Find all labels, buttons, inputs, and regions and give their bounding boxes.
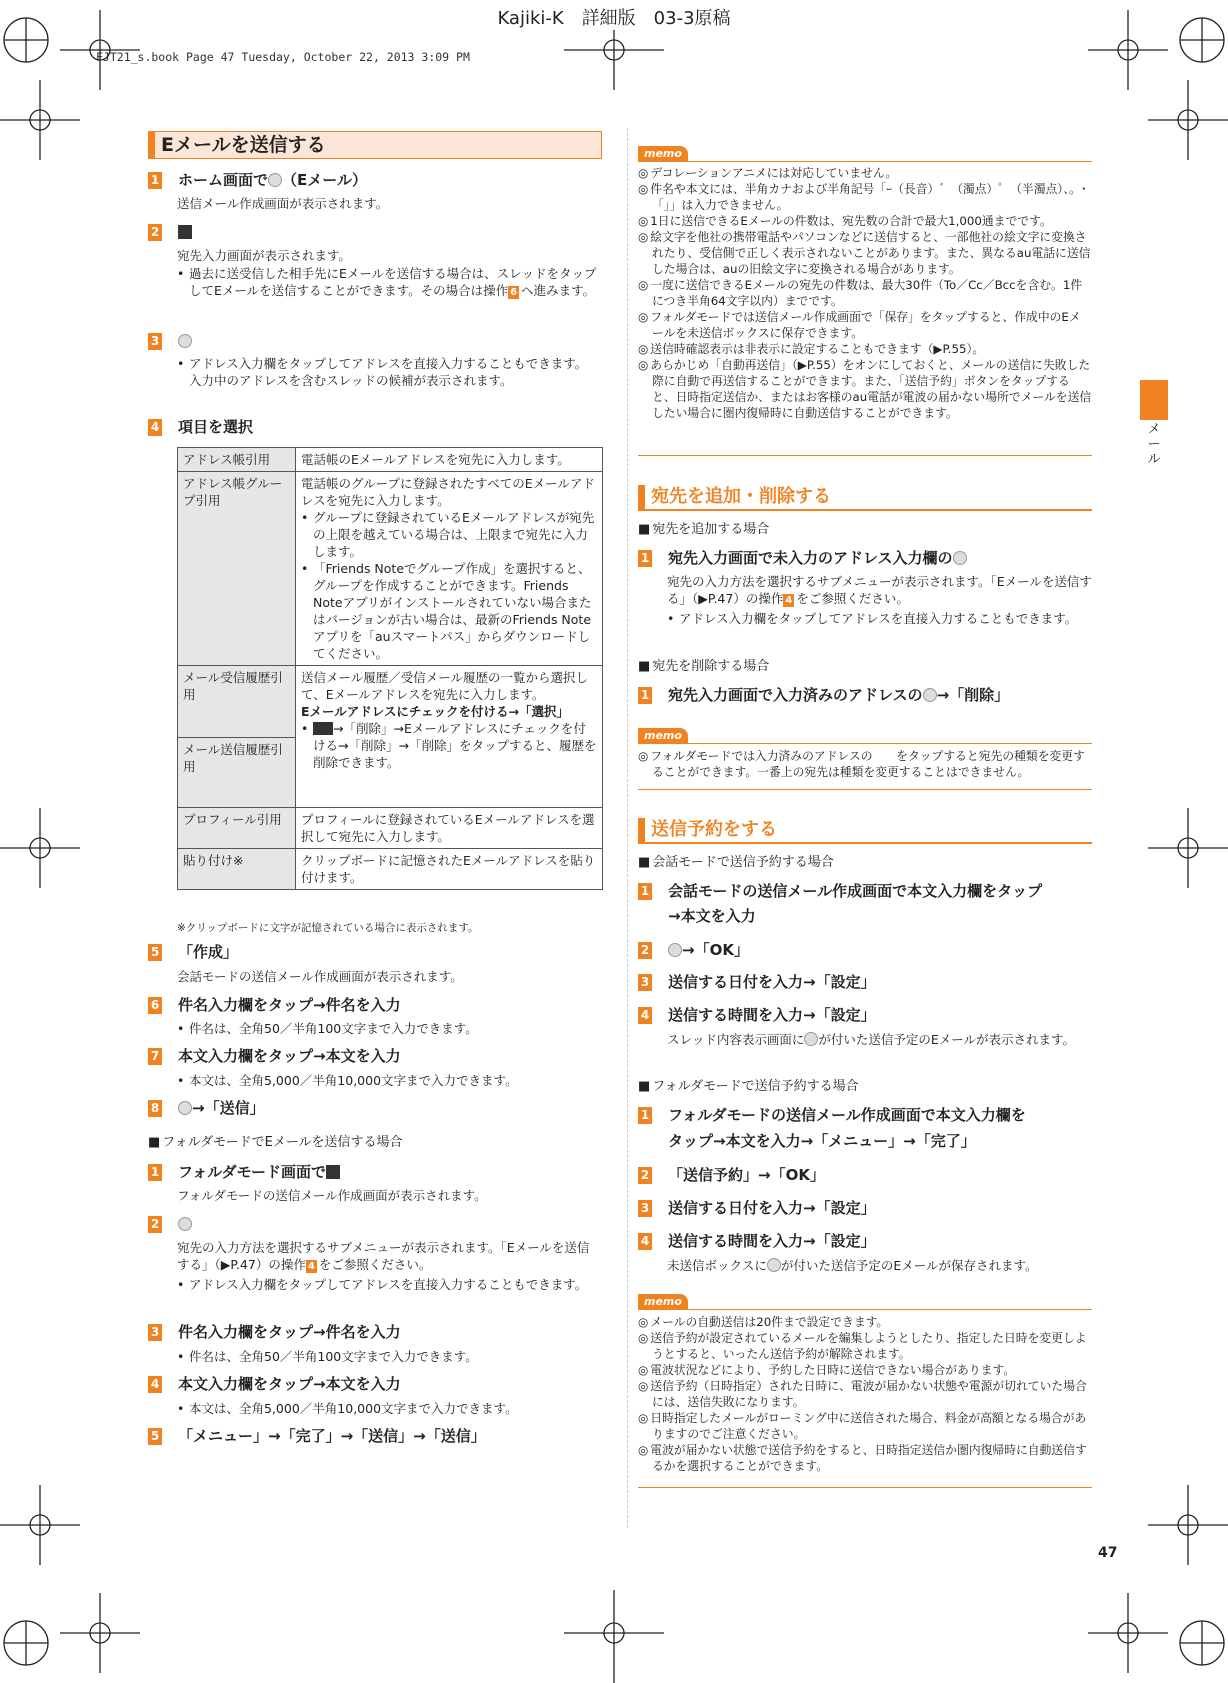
step-text: 項目を選択 <box>178 418 254 436</box>
step-desc <box>667 573 1092 607</box>
bullet: • 本文は、全角5,000／半角10,000文字まで入力できます。 <box>177 1072 518 1089</box>
memo-item: ◎ 電波状況などにより、予約した日時に送信できない場合があります。 <box>638 1362 1092 1378</box>
step-text: 本文入力欄をタップ→本文を入力 <box>178 1047 401 1065</box>
step-number: 3 <box>148 1324 162 1341</box>
step-number: 1 <box>638 687 652 704</box>
step-number: 1 <box>638 883 652 900</box>
table-value <box>296 472 603 666</box>
memo-item: ◎ 送信時確認表示は非表示に設定することもできます（▶P.55）。 <box>638 341 1092 357</box>
add-address-icon <box>953 551 967 565</box>
table-key: プロフィール引用 <box>178 808 296 849</box>
add-address-icon <box>178 1217 192 1231</box>
step-text: 件名入力欄をタップ→件名を入力 <box>178 996 401 1014</box>
memo-item: ◎ 電波が届かない状態で送信予約をすると、日時指定送信か圏内復帰時に自動送信するかを選択することができます。 <box>638 1442 1092 1474</box>
memo-item: ◎ メールの自動送信は20件まで設定できます。 <box>638 1314 1092 1330</box>
subheading: ■ 宛先を追加する場合 <box>638 521 769 539</box>
divider <box>638 1487 1092 1488</box>
step-number: 2 <box>148 1216 162 1233</box>
page-header-title: Kajiki-K 詳細版 03-3原稿 <box>497 8 731 29</box>
memo-label-text: memo <box>638 146 688 162</box>
bullet: • 件名は、全角50／半角100文字まで入力できます。 <box>177 1020 478 1037</box>
subheading: ■ フォルダモードで送信予約する場合 <box>638 1078 859 1096</box>
step-text: 送信する時間を入力→「設定」 <box>668 1232 876 1250</box>
step-text: 宛先入力画面で入力済みのアドレスの <box>668 686 923 704</box>
step-text: 送信する日付を入力→「設定」 <box>668 973 876 991</box>
step-text: フォルダモード画面で <box>178 1163 327 1181</box>
step-text: →「OK」 <box>682 941 749 959</box>
desc-text: 宛先の入力方法を選択するサブメニューが表示されます。「Eメールを送信する」（▶P.47）の操作 <box>667 574 1092 606</box>
memo-label-text: memo <box>638 1294 688 1310</box>
step-text: 「メニュー」→「完了」→「送信」→「送信」 <box>178 1427 486 1445</box>
step-number: 4 <box>638 1007 652 1024</box>
step-number: 7 <box>148 1048 162 1065</box>
memo-item: ◎ 日時指定したメールがローミング中に送信された場合、料金が高額となる場合がありますのでご注意ください。 <box>638 1410 1092 1442</box>
menu-icon <box>313 722 333 735</box>
desc-text: 宛先の入力方法を選択するサブメニューが表示されます。「Eメールを送信する」（▶P.47）の操作 <box>177 1240 590 1272</box>
step-number: 3 <box>638 1200 652 1217</box>
memo-label-text: memo <box>638 728 688 744</box>
bullet-text: へ進みます。 <box>521 283 596 298</box>
step-text-cont: →本文を入力 <box>668 907 756 925</box>
table-bold-text: Eメールアドレスにチェックを付ける→「選択」 <box>301 704 570 719</box>
desc-text: をご参照ください。 <box>796 591 909 606</box>
divider <box>638 789 1092 790</box>
table-value: 電話帳のEメールアドレスを宛先に入力します。 <box>296 448 603 472</box>
step-number: 6 <box>148 997 162 1014</box>
options-table <box>177 447 603 890</box>
desc-text: が付いた送信予定のEメールが表示されます。 <box>818 1032 1076 1047</box>
pencil-icon <box>326 1165 340 1179</box>
memo-label <box>638 146 1092 162</box>
section-title-scheduled: 送信予約をする <box>638 818 1092 844</box>
table-footnote: ※クリップボードに文字が記憶されている場合に表示されます。 <box>177 922 479 934</box>
step-number: 3 <box>638 974 652 991</box>
bullet-text: アドレス入力欄をタップしてアドレスを直接入力することもできます。 <box>189 356 588 371</box>
section-title-send: Eメールを送信する <box>148 131 602 159</box>
step-text: 「送信予約」→「OK」 <box>668 1166 825 1184</box>
step-desc: フォルダモードの送信メール作成画面が表示されます。 <box>177 1188 487 1203</box>
table-bullet: • グループに登録されているEメールアドレスが宛先の上限を越えている場合は、上限まで宛先に入力します。 <box>301 509 597 560</box>
desc-text: が付いた送信予定のEメールが保存されます。 <box>780 1258 1038 1273</box>
schedule-icon <box>668 943 682 957</box>
step-text: フォルダモードの送信メール作成画面で本文入力欄を <box>668 1106 1026 1124</box>
add-address-icon <box>178 334 192 348</box>
table-value <box>296 666 603 808</box>
step-text: 本文入力欄をタップ→本文を入力 <box>178 1375 401 1393</box>
step-text: 宛先入力画面で未入力のアドレス入力欄の <box>668 549 953 567</box>
step-number: 1 <box>148 172 162 189</box>
scheduled-mark-icon <box>804 1032 818 1046</box>
memo-item: ◎ 送信予約（日時指定）された日時に、電波が届かない状態や電源が切れていた場合には、送信失敗になります。 <box>638 1378 1092 1410</box>
step-text-cont: タップ→本文を入力→「メニュー」→「完了」 <box>668 1132 976 1150</box>
step-number: 5 <box>148 944 162 961</box>
table-key: メール受信履歴引用 <box>178 666 296 738</box>
table-text: 送信メール履歴／受信メール履歴の一覧から選択して、Eメールアドレスを宛先に入力します。 <box>301 670 589 702</box>
send-icon <box>178 1101 192 1115</box>
step-text: ホーム画面で <box>178 171 269 189</box>
step-text: 件名入力欄をタップ→件名を入力 <box>178 1323 401 1341</box>
step-desc: 宛先入力画面が表示されます。 <box>177 248 352 263</box>
step-number: 3 <box>148 333 162 350</box>
step-number: 4 <box>148 419 162 436</box>
step-ref: 6 <box>508 286 519 299</box>
step-number: 1 <box>638 550 652 567</box>
step-desc <box>177 1239 597 1273</box>
subheading: ■ 会話モードで送信予約する場合 <box>638 854 834 872</box>
memo-item: ◎ あらかじめ「自動再送信」（▶P.55）をオンにしておくと、メールの送信に失敗した際に自動で再送信することができます。また、「送信予約」ボタンをタップすると、日時指定送信か、またはお客様のau電話が電波の届かない場所でメールを送信したい場合に圏内復帰時に自動送信することができます。 <box>638 357 1092 421</box>
memo-list-1 <box>638 165 1092 421</box>
memo-item: ◎ 1日に送信できるEメールの件数は、宛先数の合計で最大1,000通までです。 <box>638 213 1092 229</box>
book-info: FJT21_s.book Page 47 Tuesday, October 22, 2013 3:09 PM <box>96 50 470 64</box>
bullet <box>177 355 597 389</box>
step-number: 5 <box>148 1428 162 1445</box>
memo-item: ◎ 一度に送信できるEメールの宛先の件数は、最大30件（To／Cc／Bccを含む。1件につき半角64文字以内）までです。 <box>638 277 1092 309</box>
memo-label <box>638 728 1092 744</box>
step-text: 「作成」 <box>178 943 239 961</box>
step-number: 2 <box>638 942 652 959</box>
step-number: 1 <box>148 1164 162 1181</box>
bullet: • 本文は、全角5,000／半角10,000文字まで入力できます。 <box>177 1400 518 1417</box>
table-bullet: • 「Friends Noteでグループ作成」を選択すると、グループを作成することができます。Friends Noteアプリがインストールされていない場合またはバージョンが古い場合は、最新のFriends Noteアプリを「auスマートパス」からダウンロードしてください。 <box>301 560 597 662</box>
memo-label <box>638 1294 1092 1310</box>
table-key: 貼り付け※ <box>178 849 296 890</box>
desc-text: をご参照ください。 <box>318 1257 432 1272</box>
bullet: • 件名は、全角50／半角100文字まで入力できます。 <box>177 1348 478 1365</box>
email-app-icon <box>268 173 282 187</box>
step-desc: 会話モードの送信メール作成画面が表示されます。 <box>177 969 463 984</box>
column-divider <box>627 128 628 1528</box>
memo-item: ◎ 絵文字を他社の携帯電話やパソコンなどに送信すると、一部他社の絵文字に変換されたり、受信側で正しく表示されないことがあります。また、異なるau電話に送信した場合は、auの旧絵文字に変換される場合があります。 <box>638 229 1092 277</box>
table-value: プロフィールに登録されているEメールアドレスを選択して宛先に入力します。 <box>296 808 603 849</box>
memo-item: ◎ 件名や本文には、半角カナおよび半角記号「ｰ（長音）゛（濁点）゜（半濁点）、。･「」」は入力できません。 <box>638 181 1092 213</box>
step-text: →「削除」 <box>936 686 1010 704</box>
table-bullet-text: →「削除」→Eメールアドレスにチェックを付ける→「削除」→「削除」をタップすると、履歴を削除できます。 <box>313 721 597 770</box>
step-desc: 送信メール作成画面が表示されます。 <box>177 196 389 211</box>
table-key: アドレス帳引用 <box>178 448 296 472</box>
memo-list-2 <box>638 748 1092 780</box>
step-text: →「送信」 <box>192 1099 265 1117</box>
step-number: 8 <box>148 1100 162 1117</box>
pencil-icon <box>178 225 192 239</box>
memo-item: ◎ デコレーションアニメには対応していません。 <box>638 165 1092 181</box>
side-tab <box>1140 380 1168 420</box>
step-number: 2 <box>148 224 162 241</box>
table-bullet <box>301 720 597 771</box>
remove-icon <box>923 688 937 702</box>
step-text: 会話モードの送信メール作成画面で本文入力欄をタップ <box>668 882 1043 900</box>
bullet <box>177 265 597 299</box>
subheading: ■ フォルダモードでEメールを送信する場合 <box>148 1134 403 1152</box>
step-desc <box>667 1257 1092 1274</box>
bullet-subtext: 入力中のアドレスを含むスレッドの候補が表示されます。 <box>189 373 513 388</box>
bullet: • アドレス入力欄をタップしてアドレスを直接入力することもできます。 <box>667 610 1092 627</box>
step-desc <box>667 1031 1092 1048</box>
table-key: メール送信履歴引用 <box>178 738 296 808</box>
desc-text: スレッド内容表示画面に <box>667 1032 805 1047</box>
step-number: 2 <box>638 1167 652 1184</box>
memo-item: ◎ フォルダモードでは入力済みのアドレスの をタップすると宛先の種類を変更することができます。一番上の宛先は種類を変更することはできません。 <box>638 748 1092 780</box>
step-text: 送信する時間を入力→「設定」 <box>668 1006 876 1024</box>
memo-item: ◎ 送信予約が設定されているメールを編集しようとしたり、指定した日時を変更しようとすると、いったん送信予約が解除されます。 <box>638 1330 1092 1362</box>
step-number: 4 <box>638 1233 652 1250</box>
subheading: ■ 宛先を削除する場合 <box>638 658 769 676</box>
section-title-recipients: 宛先を追加・削除する <box>638 485 1092 511</box>
step-ref: 4 <box>306 1260 317 1273</box>
memo-list-3 <box>638 1314 1092 1474</box>
divider <box>638 455 1092 456</box>
side-tab-label: メール <box>1147 422 1161 467</box>
step-text: 送信する日付を入力→「設定」 <box>668 1199 876 1217</box>
table-key: アドレス帳グループ引用 <box>178 472 296 666</box>
page-number: 47 <box>1098 1545 1118 1561</box>
step-text: （Eメール） <box>282 171 367 189</box>
table-value: クリップボードに記憶されたEメールアドレスを貼り付けます。 <box>296 849 603 890</box>
step-number: 1 <box>638 1107 652 1124</box>
bullet: • アドレス入力欄をタップしてアドレスを直接入力することもできます。 <box>177 1276 597 1293</box>
desc-text: 未送信ボックスに <box>667 1258 767 1273</box>
memo-item: ◎ フォルダモードでは送信メール作成画面で「保存」をタップすると、作成中のEメールを未送信ボックスに保存できます。 <box>638 309 1092 341</box>
table-text: 電話帳のグループに登録されたすべてのEメールアドレスを宛先に入力します。 <box>301 476 595 508</box>
step-ref: 4 <box>783 594 794 607</box>
bullet-text: 過去に送受信した相手先にEメールを送信する場合は、スレッドをタップしてEメールを送信することができます。その場合は操作 <box>189 266 597 298</box>
step-number: 4 <box>148 1376 162 1393</box>
scheduled-mark-icon <box>767 1258 781 1272</box>
